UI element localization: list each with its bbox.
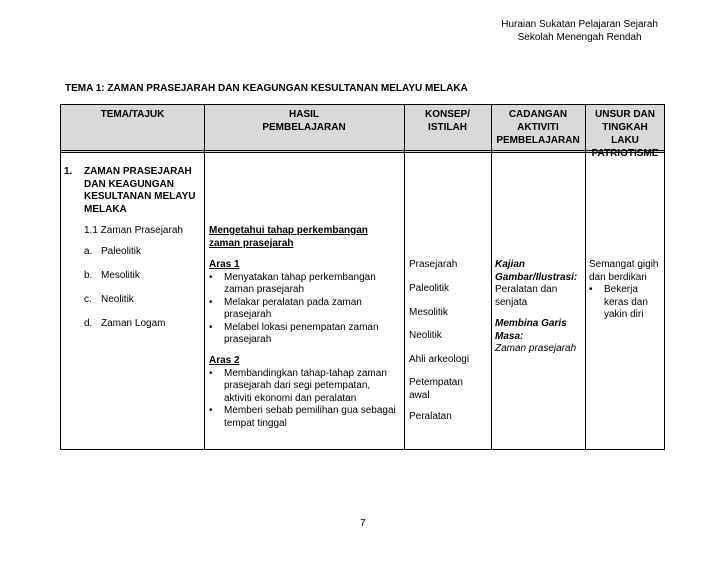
tajuk-item-letter: a. <box>84 246 93 257</box>
column-divider <box>491 105 492 449</box>
unsur-line: yakin diri <box>604 309 644 320</box>
konsep-item: Paleolitik <box>409 283 450 294</box>
unsur-line: keras dan <box>604 296 648 308</box>
cadangan-line: Gambar/Ilustrasi: <box>495 271 578 283</box>
column-divider <box>204 105 205 449</box>
tajuk-item: Paleolitik <box>101 246 142 257</box>
tajuk-main-line: ZAMAN PRASEJARAH <box>84 166 192 177</box>
header-unsur: UNSUR DAN TINGKAH LAKU PATRIOTISME <box>591 109 659 159</box>
tajuk-item: Mesolitik <box>101 270 140 281</box>
hasil-item-line: Melakar peralatan pada zaman <box>224 296 362 308</box>
bullet-icon: • <box>209 321 213 333</box>
aras-2-label: Aras 2 <box>209 355 240 366</box>
header-hasil: HASIL PEMBELAJARAN <box>262 109 346 133</box>
header-tajuk: TEMA/TAJUK <box>100 109 165 120</box>
konsep-item: Prasejarah <box>409 259 458 270</box>
tajuk-subtopic: 1.1 Zaman Prasejarah <box>84 225 183 236</box>
bullet-icon: • <box>209 271 213 283</box>
page-header <box>501 18 658 44</box>
konsep-item: awal <box>409 389 430 401</box>
cadangan-line: Kajian <box>495 259 526 270</box>
cadangan-line: Masa: <box>495 330 524 342</box>
tajuk-item-letter: c. <box>84 294 92 305</box>
hasil-intro: zaman prasejarah <box>209 237 294 249</box>
hasil-item-line: Melabel lokasi penempatan zaman <box>224 321 379 333</box>
tajuk-item-letter: d. <box>84 318 93 329</box>
tajuk-item-letter: b. <box>84 270 93 281</box>
cadangan-line: Zaman prasejarah <box>495 343 577 354</box>
tajuk-item: Zaman Logam <box>101 318 166 329</box>
tajuk-number: 1. <box>64 166 73 177</box>
hasil-intro: Mengetahui tahap perkembangan <box>209 225 368 236</box>
page-number: 7 <box>360 518 366 529</box>
konsep-item: Mesolitik <box>409 307 448 318</box>
hasil-item-line: tempat tinggal <box>224 417 287 429</box>
syllabus-table <box>60 104 665 450</box>
konsep-item: Petempatan <box>409 377 463 388</box>
hasil-item-line: Menyatakan tahap perkembangan <box>224 271 376 283</box>
tajuk-main-line: DAN KEAGUNGAN <box>84 178 174 190</box>
bullet-icon: • <box>589 284 593 295</box>
unsur-line: dan berdikari <box>589 271 647 283</box>
tajuk-item: Neolitik <box>101 294 134 305</box>
cadangan-line: Peralatan dan <box>495 284 558 295</box>
bullet-icon: • <box>209 405 213 416</box>
header-line-1: Huraian Sukatan Pelajaran Sejarah <box>501 19 658 30</box>
bullet-icon: • <box>209 367 213 379</box>
hasil-item-line: zaman prasejarah <box>224 284 305 295</box>
konsep-item: Ahli arkeologi <box>409 354 470 365</box>
hasil-item-line: prasejarah dari segi petempatan, <box>224 380 371 391</box>
hasil-item-line: prasejarah <box>224 309 272 320</box>
hasil-item-line: prasejarah <box>224 334 272 345</box>
hasil-item-line: aktiviti ekonomi dan peralatan <box>224 392 357 404</box>
tajuk-main-line: MELAKA <box>84 203 127 215</box>
unsur-line: Semangat gigih <box>589 259 659 270</box>
hasil-item-line: Membandingkan tahap-tahap zaman <box>224 367 387 379</box>
header-line-2: Sekolah Menengah Rendah <box>517 32 642 43</box>
konsep-item: Neolitik <box>409 330 442 341</box>
header-konsep: KONSEP/ ISTILAH <box>424 109 470 133</box>
aras-1-label: Aras 1 <box>209 259 240 270</box>
header-cadangan: CADANGAN AKTIVITI PEMBELAJARAN <box>496 109 580 146</box>
tema-title: TEMA 1: ZAMAN PRASEJARAH DAN KEAGUNGAN KESULTANAN MELAYU MELAKA <box>65 83 468 94</box>
konsep-item: Peralatan <box>409 411 452 422</box>
bullet-icon: • <box>209 296 213 308</box>
cadangan-line: senjata <box>495 296 528 308</box>
column-divider <box>404 105 405 449</box>
cadangan-line: Membina Garis <box>495 318 567 329</box>
tajuk-main-line: KESULTANAN MELAYU <box>84 191 196 202</box>
unsur-line: Bekerja <box>604 284 638 295</box>
hasil-item-line: Memberi sebab pemilihan gua sebagai <box>224 405 396 416</box>
